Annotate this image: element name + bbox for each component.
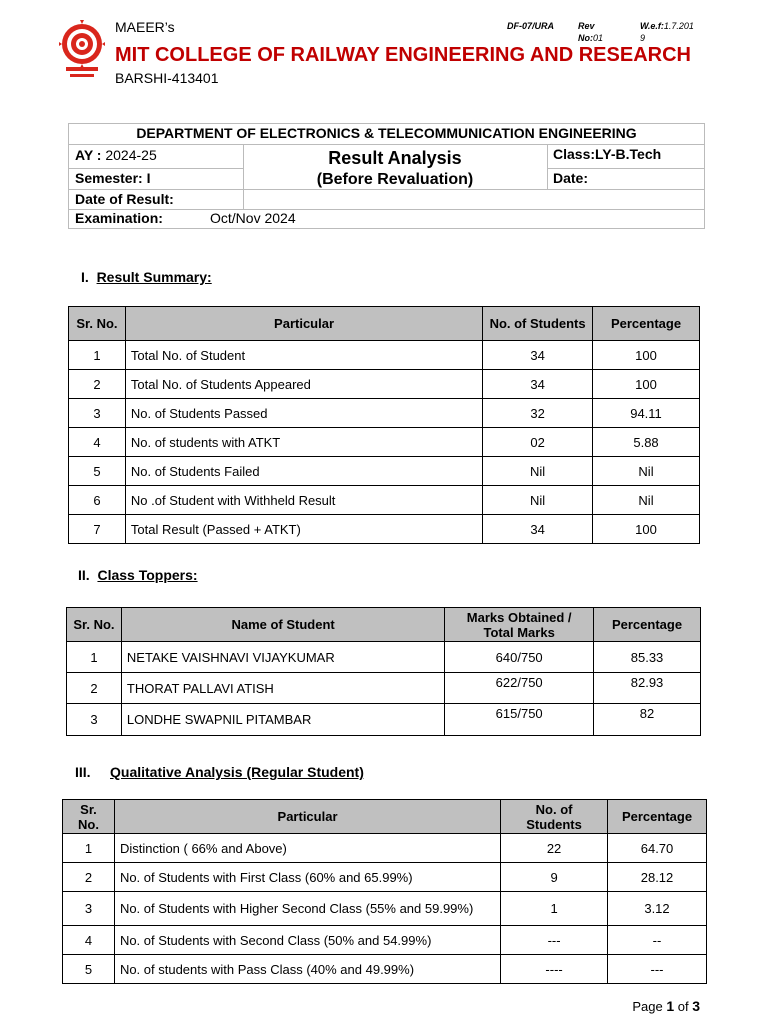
table-header-row <box>63 800 707 834</box>
table-row <box>69 515 700 544</box>
sr-no-cell: 1 <box>69 341 126 370</box>
student-name-cell: THORAT PALLAVI ATISH <box>121 673 444 704</box>
column-header: Particular <box>114 800 500 834</box>
column-header: No. of Students <box>483 307 593 341</box>
percentage-cell: -- <box>608 926 707 955</box>
table-row <box>67 704 701 736</box>
students-cell: 34 <box>483 515 593 544</box>
department-name: DEPARTMENT OF ELECTRONICS & TELECOMMUNICATION ENGINEERING <box>136 125 637 141</box>
students-cell: ---- <box>501 955 608 984</box>
column-header: Percentage <box>593 307 700 341</box>
table-row <box>69 341 700 370</box>
sr-no-cell: 3 <box>63 892 115 926</box>
sr-no-cell: 7 <box>69 515 126 544</box>
page-title: Result Analysis <box>328 148 462 168</box>
column-header: Sr. No. <box>63 800 115 834</box>
students-cell: 34 <box>483 341 593 370</box>
column-header: Name of Student <box>121 608 444 642</box>
particular-cell: Total No. of Student <box>125 341 482 370</box>
class-toppers-table <box>66 607 701 736</box>
percentage-cell: 85.33 <box>594 642 701 673</box>
column-header: Sr. No. <box>67 608 122 642</box>
date-label: Date: <box>553 170 589 186</box>
percentage-cell: 64.70 <box>608 834 707 863</box>
percentage-cell: 28.12 <box>608 863 707 892</box>
percentage-cell: 100 <box>593 515 700 544</box>
column-header: Sr. No. <box>69 307 126 341</box>
sr-no-cell: 3 <box>69 399 126 428</box>
rev-no: No:01 <box>578 33 604 43</box>
academic-year: AY : 2024-25 <box>75 147 157 163</box>
column-header: Percentage <box>594 608 701 642</box>
sr-no-cell: 2 <box>67 673 122 704</box>
students-cell: Nil <box>483 486 593 515</box>
table-row <box>67 642 701 673</box>
wef-date-cont: 9 <box>640 33 646 43</box>
college-logo-icon <box>58 18 106 82</box>
particular-cell: No .of Student with Withheld Result <box>125 486 482 515</box>
table-row <box>63 863 707 892</box>
table-row <box>69 399 700 428</box>
examination-value: Oct/Nov 2024 <box>210 210 296 226</box>
percentage-cell: 100 <box>593 370 700 399</box>
column-header: Particular <box>125 307 482 341</box>
percentage-cell: 3.12 <box>608 892 707 926</box>
table-row <box>69 370 700 399</box>
percentage-cell: --- <box>608 955 707 984</box>
percentage-cell: 100 <box>593 341 700 370</box>
student-name-cell: NETAKE VAISHNAVI VIJAYKUMAR <box>121 642 444 673</box>
result-summary-table <box>68 306 700 544</box>
percentage-cell: Nil <box>593 457 700 486</box>
sr-no-cell: 5 <box>63 955 115 984</box>
students-cell: --- <box>501 926 608 955</box>
rev-label: Rev <box>578 21 595 31</box>
page-subtitle: (Before Revaluation) <box>316 171 474 188</box>
section-2-heading: II. Class Toppers: <box>78 567 198 583</box>
sr-no-cell: 1 <box>63 834 115 863</box>
sr-no-cell: 4 <box>63 926 115 955</box>
students-cell: 1 <box>501 892 608 926</box>
students-cell: 32 <box>483 399 593 428</box>
percentage-cell: 94.11 <box>593 399 700 428</box>
particular-cell: Total Result (Passed + ATKT) <box>125 515 482 544</box>
students-cell: 34 <box>483 370 593 399</box>
student-name-cell: LONDHE SWAPNIL PITAMBAR <box>121 704 444 736</box>
marks-cell: 615/750 <box>445 704 594 736</box>
particular-cell: Total No. of Students Appeared <box>125 370 482 399</box>
college-name: MIT COLLEGE OF RAILWAY ENGINEERING AND RESEARCH <box>115 44 691 66</box>
students-cell: Nil <box>483 457 593 486</box>
particular-cell: No. of students with Pass Class (40% and 49.99%) <box>114 955 500 984</box>
percentage-cell: 82.93 <box>594 673 701 704</box>
marks-cell: 622/750 <box>445 673 594 704</box>
particular-cell: No. of Students with Higher Second Class (55% and 59.99%) <box>114 892 500 926</box>
table-row <box>67 673 701 704</box>
class-label: Class:LY-B.Tech <box>553 146 662 162</box>
table-row <box>63 834 707 863</box>
page-number: Page 1 of 3 <box>632 998 700 1014</box>
table-header-row <box>69 307 700 341</box>
qualitative-analysis-table <box>62 799 707 984</box>
particular-cell: No. of students with ATKT <box>125 428 482 457</box>
sr-no-cell: 4 <box>69 428 126 457</box>
students-cell: 02 <box>483 428 593 457</box>
percentage-cell: 5.88 <box>593 428 700 457</box>
sr-no-cell: 2 <box>69 370 126 399</box>
table-row <box>63 926 707 955</box>
table-header-row <box>67 608 701 642</box>
students-cell: 9 <box>501 863 608 892</box>
particular-cell: No. of Students with Second Class (50% and 54.99%) <box>114 926 500 955</box>
date-of-result-label: Date of Result: <box>75 191 174 207</box>
particular-cell: No. of Students Passed <box>125 399 482 428</box>
percentage-cell: 82 <box>594 704 701 736</box>
department-info-box <box>68 123 705 229</box>
column-header: Percentage <box>608 800 707 834</box>
column-header: Marks Obtained / Total Marks <box>445 608 594 642</box>
sr-no-cell: 1 <box>67 642 122 673</box>
particular-cell: No. of Students with First Class (60% and 65.99%) <box>114 863 500 892</box>
wef-date: W.e.f:1.7.201 <box>640 21 694 31</box>
table-row <box>69 457 700 486</box>
maeer-label: MAEER’s <box>115 19 175 35</box>
column-header: No. of Students <box>501 800 608 834</box>
section-3-heading: III. Qualitative Analysis (Regular Student) <box>75 764 364 780</box>
table-row <box>63 955 707 984</box>
marks-cell: 640/750 <box>445 642 594 673</box>
particular-cell: No. of Students Failed <box>125 457 482 486</box>
particular-cell: Distinction ( 66% and Above) <box>114 834 500 863</box>
table-row <box>69 486 700 515</box>
students-cell: 22 <box>501 834 608 863</box>
examination-label: Examination: <box>75 210 163 226</box>
section-1-heading: I. Result Summary: <box>81 269 212 285</box>
college-location: BARSHI-413401 <box>115 70 219 86</box>
sr-no-cell: 5 <box>69 457 126 486</box>
percentage-cell: Nil <box>593 486 700 515</box>
doc-code: DF-07/URA <box>507 21 555 31</box>
semester-label: Semester: I <box>75 170 151 186</box>
sr-no-cell: 6 <box>69 486 126 515</box>
sr-no-cell: 2 <box>63 863 115 892</box>
table-row <box>69 428 700 457</box>
table-row <box>63 892 707 926</box>
sr-no-cell: 3 <box>67 704 122 736</box>
